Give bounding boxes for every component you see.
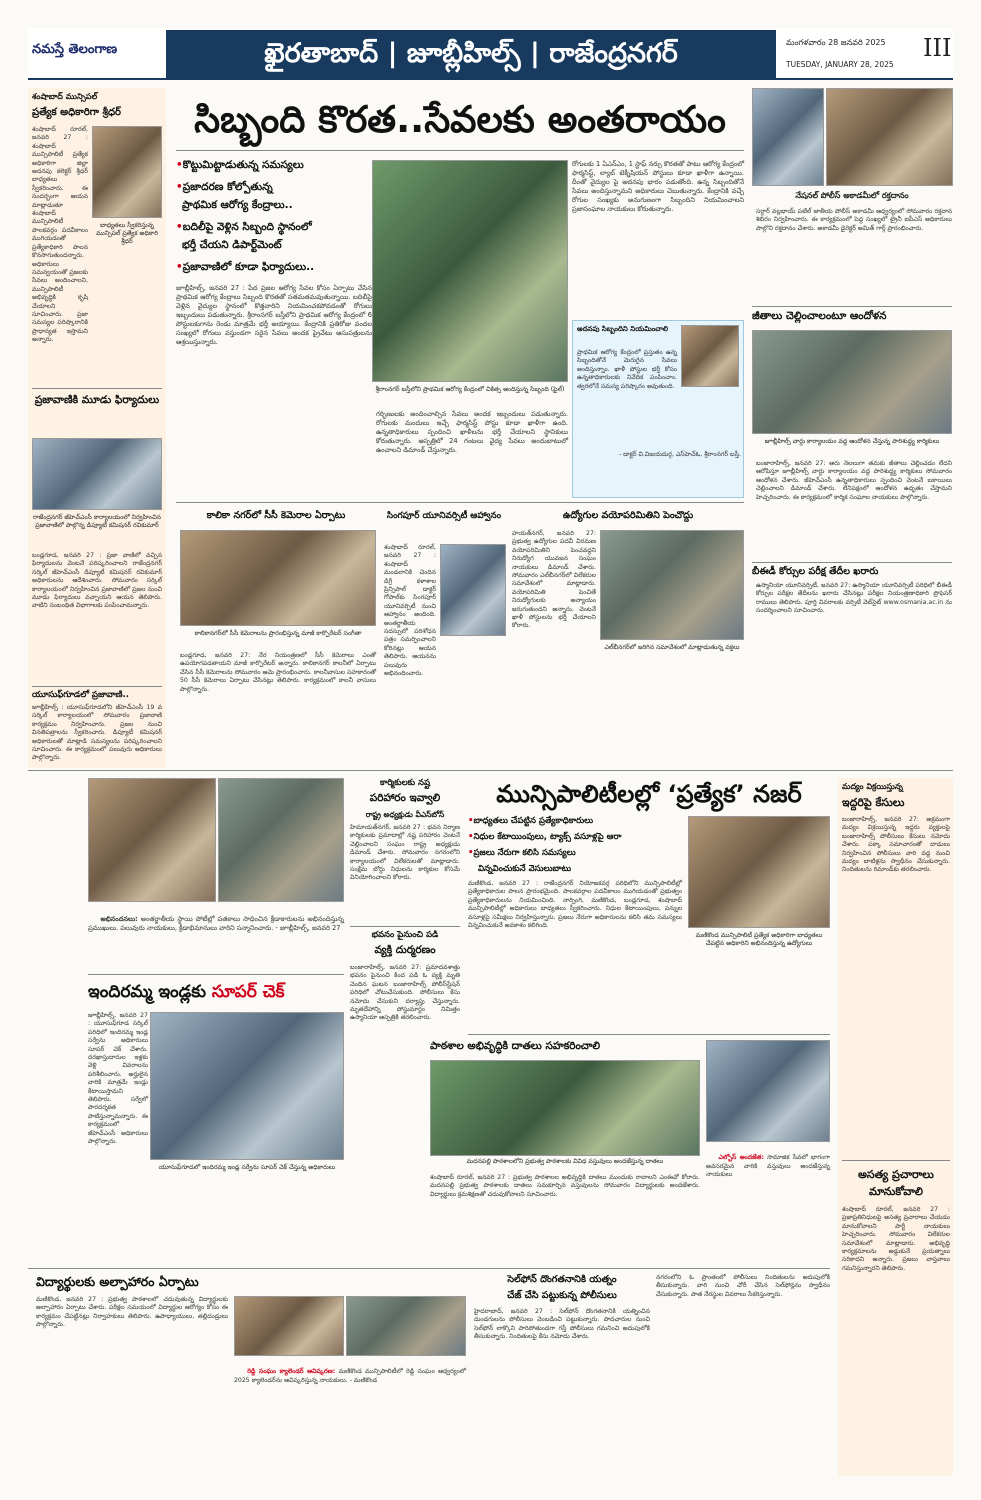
- lower-story9-headline: సెల్‌ఫోన్ దొంగతనానికి యత్నం: [507, 1274, 617, 1285]
- lower-story8-photo-b: [346, 1296, 466, 1356]
- lower-story2-photo-caption: యూసుఫ్‌గూడలో ఇందిరమ్మ ఇండ్ల సర్వేను సూపర్ చెక్ చేస్తున్న అధికారులు: [158, 1164, 336, 1171]
- lower-story1-caption: [88, 906, 347, 970]
- lead-body-3: రోగులకు 1 ఏఎన్ఎం, 1 స్టాఫ్ నర్సు కొరతతో పాటు ఆరోగ్య కేంద్రంలో ఫార్మసిస్ట్, ల్యాబ్ టెక్నీషియన్ పోస్టులు కూడా ఖాళీగా ఉన్నాయి. దీంతో వైద్యుల పై అదనపు భారం పడుతోంది. ఉన్న సిబ్బందితోనే సేవలు అందిస్తున్నామని అధికారులు చెబుతున్నారు. కేంద్రానికి వచ్చే రోగుల సంఖ్యకు అనుగుణంగా సిబ్బందిని నియమించాలని ప్రజాసంఘాల నాయకులు కోరుతున్నారు.: [572, 160, 747, 213]
- lower-story6-body: శంషాబాద్ రూరల్, జనవరి 27 : ప్రభుత్వ పాఠశాలల అభివృద్ధికి దాతలు ముందుకు రావాలని ఎంఈవో కోరారు. మదనపల్లి ప్రభుత్వ పాఠశాలకు దాతలు సమకూర్చిన వస్తువులను సోమవారం విద్యార్థులకు అందజేశారు. విద్యార్థులు క్రమశిక్షణతో చదువుకోవాలని సూచించారు.: [430, 1174, 702, 1198]
- lower-story5-body: మణికొండ, జనవరి 27 : రాజేంద్రనగర్ నియోజకవర్గ పరిధిలోని మున్సిపాలిటీల్లో ప్రత్యేకాధికారుల పాలన ప్రారంభమైంది. పాలకవర్గాల పదవీకాలం ముగియడంతో ప్రభుత్వం ప్రత్యేకాధికారులను నియమించింది. నార్సింగి, మణికొండ, బండ్లగూడ, శంషాబాద్ మున్సిపాలిటీల్లో అధికారులు బాధ్యతలు స్వీకరించారు. నిధుల కేటాయింపులు, పన్నుల వసూళ్లపై సమీక్షలు నిర్వహిస్తున్నారు. ప్రజలు నేరుగా అధికారులను కలిసి తమ సమస్యలు విన్నవించుకునే అవకాశం కలిగింది.: [468, 880, 684, 930]
- quote-portrait: [681, 325, 739, 387]
- sidebar-story2-caption: రాజేంద్రనగర్ జీహెచ్ఎంసీ కార్యాలయంలో నిర్వహించిన ప్రజావాణిలో పాల్గొన్న డిప్యూటీ కమిషనర్ రవికుమార్: [32, 514, 162, 529]
- headline-accent: సూపర్ చెక్: [211, 982, 285, 1002]
- lower-story1-photo-b: [218, 778, 344, 902]
- divider: [842, 1160, 950, 1161]
- sidebar-story1-photo: [92, 126, 162, 218]
- lower-story9-side: నగరంలోని ఓ ప్రాంతంలో పోలీసులు నిందితులను అదుపులోకి తీసుకున్నారు. వారి నుంచి చోరీ చేసిన సెల్‌ఫోన్లను స్వాధీనం చేసుకున్నారు. పాత నేరస్థుల వివరాలు సేకరిస్తున్నారు.: [656, 1274, 832, 1298]
- lower-story6-right-photo: [706, 1040, 830, 1142]
- sidebar-story3-headline: యూసుఫ్‌గూడలో ప్రజావాణి..: [32, 690, 129, 700]
- sidebar-story1-caption: బాధ్యతలు స్వీకరిస్తున్న మున్సిపల్ ప్రత్యేక అధికారి శ్రీధర్: [96, 222, 158, 245]
- lower-story6-caption: మదనపల్లి పాఠశాలలోని ప్రభుత్వ పాఠశాలకు వివిధ వస్తువులు అందజేస్తున్న దాతలు: [466, 1158, 664, 1165]
- lead-headline: సిబ్బంది కొరత..సేవలకు అంతరాయం: [194, 98, 726, 141]
- mid-story3-body: హయత్‌నగర్, జనవరి 27: ప్రభుత్వ ఉద్యోగుల పదవీ విరమణ వయోపరిమితిని పెంచవద్దని నిరుద్యోగ యువజన సంఘం నాయకులు డిమాండ్ చేశారు. సోమవారం ఎల్‌బీనగర్‌లో విలేకరుల సమావేశంలో మాట్లాడారు. వయోపరిమితి పెంచితే నిరుద్యోగులకు అన్యాయం జరుగుతుందని అన్నారు. వెంటనే ఖాళీ పోస్టులను భర్తీ చేయాలని కోరారు.: [512, 530, 598, 630]
- lower-story8-photo: [234, 1296, 344, 1356]
- lower-story9-body: హైదరాబాద్, జనవరి 27 : సెల్‌ఫోన్ దొంగతనానికి యత్నించిన దుండగులను పోలీసులు వెంబడించి పట్టుకున్నారు. పాదచారుల నుంచి సెల్‌ఫోన్ లాక్కొని పారిపోతుండగా గస్తీ పోలీసులు గమనించి అదుపులోకి తీసుకున్నారు. నిందితులపై కేసు నమోదు చేశారు.: [474, 1308, 652, 1341]
- lower-story1-photo-a: [88, 778, 216, 902]
- divider: [752, 306, 952, 307]
- mid-story3-headline: ఉద్యోగుల వయోపరిమితిని పెంచొద్దు: [562, 510, 694, 521]
- lead-body-2: గర్భిణులకు అందించాల్సిన సేవలు అందక ఇబ్బందులు పడుతున్నారు. రోగులకు మందులు ఇచ్చే ఫార్మసిస్ట్ పోస్టు కూడా ఖాళీగా ఉంది. ఉన్నతాధికారులు స్పందించి ఖాళీలను భర్తీ చేయాలని స్థానికులు కోరుతున్నారు. ఆస్పత్రిలో 24 గంటలు వైద్య సేవలు అందుబాటులో ఉంచాలని డిమాండ్ చేస్తున్నారు.: [376, 410, 571, 454]
- lead-bullet-3: ప్రాథమిక ఆరోగ్య కేంద్రాలు..: [182, 199, 293, 211]
- mid-story1-caption: కాలికానగర్‌లో సీసీ కెమెరాలను ప్రారంభిస్తున్న మాజీ కార్పొరేటర్ సంగీతా: [194, 630, 362, 637]
- lower-story2-photo: [150, 1012, 344, 1160]
- mid-story2-headline: సింగపూర్ యూనివర్సిటీ ఆహ్వానం: [386, 511, 502, 521]
- sidebar-story2-headline: ప్రజావాణికి మూడు ఫిర్యాదులు: [34, 394, 160, 406]
- lower-story5-headline: మున్సిపాలిటీలల్లో ‘ప్రత్యేక’ నజర్: [496, 780, 802, 808]
- caption-text: అంతర్జాతీయ స్థాయి పోటీల్లో పతకాలు సాధించిన క్రీడాకారులను అభినందిస్తున్న ప్రముఖులు. పలువురు నాయకులు, క్రీడాభిమానులు వారిని సన్మానించారు. - జూబ్లీహిల్స్, జనవరి 27: [88, 915, 347, 932]
- far-right-story1-headline: ఇద్దరిపై కేసులు: [842, 796, 905, 809]
- sidebar-story2-body: బండ్లగూడ, జనవరి 27 : ప్రజా వాణిలో వచ్చిన ఫిర్యాదులను వెంటనే పరిష్కరించాలని రాజేంద్రనగర్ సర్కిల్ జీహెచ్ఎంసీ డిప్యూటీ కమిషనర్ రవికుమార్ అధికారులను ఆదేశించారు. సోమవారం సర్కిల్ కార్యాలయంలో నిర్వహించిన ప్రజావాణిలో ప్రజల నుంచి మూడు ఫిర్యాదులు వచ్చాయని ఆయన తెలిపారు. వాటిని సంబంధిత విభాగాలకు పంపించామన్నారు.: [32, 552, 164, 610]
- sidebar-story3-body: జూబ్లీహిల్స్ : యూసుఫ్‌గూడలోని జీహెచ్ఎంసీ 19 వ సర్కిల్ కార్యాలయంలో సోమవారం ప్రజావాణి కార్యక్రమం నిర్వహించారు. ప్రజల నుంచి వినతిపత్రాలను స్వీకరించారు. డిప్యూటీ కమిషనర్ అధికారులతో మాట్లాడి సమస్యలను పరిష్కరించాలని సూచించారు. ఈ కార్యక్రమంలో పలువురు అధికారులు పాల్గొన్నారు.: [32, 704, 164, 762]
- page-number: III: [923, 34, 952, 62]
- right-story1-photo-b: [826, 88, 953, 186]
- divider: [176, 150, 744, 151]
- far-right-story1-kicker: మద్యం విక్రయిస్తున్న: [842, 782, 903, 791]
- sidebar-story1-body: శంషాబాద్ రూరల్, జనవరి 27 : శంషాబాద్ మున్సిపాలిటీ ప్రత్యేక అధికారిగా జిల్లా అదనపు కలెక్టర్ శ్రీధర్ బాధ్యతలు స్వీకరించారు. ఈ సందర్భంగా ఆయన మాట్లాడుతూ శంషాబాద్ మున్సిపాలిటీ పాలకవర్గం పదవీకాలం ముగియడంతో ప్రత్యేకాధికారి పాలన కొనసాగుతుందన్నారు. అధికారులు సమన్వయంతో ప్రజలకు సేవలు అందించాలని, మున్సిపాలిటీ అభివృద్ధికి కృషి చేయాలని సూచించారు. ప్రజా సమస్యల పరిష్కారానికి ప్రాధాన్యత ఇస్తామని అన్నారు.: [32, 126, 90, 344]
- section-title-banner: [166, 30, 776, 78]
- section-title: ఖైరతాబాద్ | జూబ్లీహిల్స్ | రాజేంద్రనగర్: [264, 38, 678, 69]
- quote-body: ప్రాథమిక ఆరోగ్య కేంద్రంలో ప్రస్తుతం ఉన్న సిబ్బందితోనే మెరుగైన సేవలు అందిస్తున్నాం. ఖాళీ పోస్టుల భర్తీ కోసం ఉన్నతాధికారులకు నివేదిక పంపించాం. త్వరలోనే సమస్య పరిష్కారం అవుతుంది.: [577, 349, 679, 390]
- right-story3-body: ఉస్మానియా యూనివర్సిటీ, జనవరి 27: ఉస్మానియా యూనివర్సిటీ పరిధిలో బీఈడీ కోర్సుల పరీక్షల తేదీలను ఖరారు చేసినట్లు పరీక్షల నియంత్రణాధికారి ప్రొఫెసర్ రాములు తెలిపారు. పూర్తి వివరాలకు వర్సిటీ వెబ్‌సైట్ www.osmania.ac.in ను సందర్శించాలని సూచించారు.: [756, 582, 954, 615]
- lower-story5-bullet-1: •బాధ్యతలు చేపట్టిన ప్రత్యేకాధికారులు: [468, 816, 594, 826]
- lead-photo-caption: శ్రీరాంనగర్ బస్తీలోని ప్రాథమిక ఆరోగ్య కేంద్రంలో చికిత్స అందిస్తున్న సిబ్బంది (ఫైల్): [375, 386, 565, 393]
- right-story2-caption: జూబ్లీహిల్స్ వార్డు కార్యాలయం వద్ద ఆందోళన చేస్తున్న పారిశుద్ధ్య కార్మికులు: [764, 438, 940, 445]
- lower-story3-sub: రాష్ట్ర అధ్యక్షుడు వీఎస్‌బోస్: [365, 810, 445, 819]
- right-story1-body: సర్దార్ వల్లభాయ్ పటేల్ జాతీయ పోలీస్ అకాడమీ ఆధ్వర్యంలో సోమవారం రక్తదాన శిబిరం నిర్వహించారు. ఈ కార్యక్రమంలో పెద్ద సంఖ్యలో ట్రైనీ ఐపీఎస్ అధికారులు పాల్గొని రక్తదానం చేశారు. అకాడమీ డైరెక్టర్ అమిత్ గార్గ్ ప్రారంభించారు.: [756, 208, 954, 232]
- right-story3-headline: బీఈడీ కోర్సుల పరీక్ష తేదీల ఖరారు: [752, 566, 879, 577]
- lower-story7-body: మణికొండ, జనవరి 27 : ప్రభుత్వ పాఠశాలలో చదువుతున్న విద్యార్థులకు అల్పాహారం ఏర్పాటు చేశారు. పరీక్షల సమయంలో విద్యార్థుల ఆరోగ్యం కోసం ఈ కార్యక్రమం చేపట్టినట్లు నిర్వాహకులు తెలిపారు. ఉపాధ్యాయులు, తల్లిదండ్రులు పాల్గొన్నారు.: [36, 1296, 230, 1329]
- caption-text: మణికొండ మున్సిపాలిటీలో రెడ్డి సంఘం ఆధ్వర్యంలో 2025 క్యాలెండర్‌ను ఆవిష్కరిస్తున్న నాయకులు. - మణికొండ: [234, 1368, 468, 1384]
- date-telugu: మంగళవారం 28 జనవరి 2025: [786, 38, 886, 47]
- divider: [28, 770, 953, 771]
- lower-story4-body-b: [350, 1108, 424, 1218]
- divider: [32, 388, 162, 389]
- sidebar-story1-kicker: శంషాబాద్ మున్సిపల్: [32, 92, 98, 101]
- lead-quote-box: [572, 320, 744, 498]
- caption-lead: అభినందనలు:: [100, 915, 138, 923]
- right-story2-body: బంజారాహిల్స్, జనవరి 27: ఆరు నెలలుగా తమకు జీతాలు చెల్లించడం లేదని ఆరోపిస్తూ జూబ్లీహిల్స్ వార్డు కార్యాలయం వద్ద పారిశుద్ధ్య కార్మికులు సోమవారం ఆందోళన చేశారు. జీహెచ్ఎంసీ ఉన్నతాధికారులు స్పందించి వెంటనే బకాయిలు చెల్లించాలని డిమాండ్ చేశారు. లేనిపక్షంలో ఆందోళన ఉధృతం చేస్తామని హెచ్చరించారు. ఈ కార్యక్రమంలో కార్మిక సంఘాల నాయకులు పాల్గొన్నారు.: [756, 460, 954, 501]
- divider: [88, 974, 344, 975]
- sidebar-story2-photo: [32, 438, 162, 510]
- caption-lead: రెడ్డి సంఘం క్యాలెండర్ ఆవిష్కరణ:: [247, 1368, 336, 1376]
- divider: [176, 502, 744, 503]
- lower-story5-sub: విన్నవించుకునే వెసులుబాటు: [478, 864, 572, 874]
- left-sidebar: [28, 88, 166, 768]
- lower-story7-headline: విద్యార్థులకు అల్పాహారం ఏర్పాటు: [36, 1274, 199, 1289]
- lower-story5-bullet-3: •ప్రజలు నేరుగా కలిసి సమస్యలు: [468, 848, 576, 858]
- lead-bullet-5: భర్తీ చేయని డిపార్ట్‌మెంట్: [182, 239, 282, 251]
- mid-story1-headline: కాలికా నగర్‌లో సీసీ కెమెరాల ఏర్పాటు: [206, 510, 346, 521]
- divider: [350, 926, 460, 927]
- lower-story2-body-a: జూబ్లీహిల్స్, జనవరి 27 : యూసుఫ్‌గూడ సర్కిల్ పరిధిలో ఇందిరమ్మ ఇండ్ల సర్వేను అధికారులు సూపర్ చెక్ చేశారు. దరఖాస్తుదారుల ఇళ్లకు వెళ్లి వివరాలను పరిశీలించారు. అర్హులైన వారికి మాత్రమే ఇండ్లు కేటాయిస్తామని తెలిపారు. సర్వేలో పారదర్శకత పాటిస్తున్నామన్నారు. ఈ కార్యక్రమంలో జీహెచ్ఎంసీ అధికారులు పాల్గొన్నారు.: [88, 1012, 150, 1146]
- lower-story6-headline: పాఠశాల అభివృద్ధికి దాతలు సహకరించాలి: [430, 1040, 601, 1052]
- lead-bullet-1: •కొట్టుమిట్టాడుతున్న సమస్యలు: [176, 159, 304, 171]
- lower-story5-bullet-2: •నిధుల కేటాయింపులు, ట్యాక్స్ వసూళ్లపై ఆరా: [468, 832, 622, 842]
- lower-story4-kicker: భవనం పైనుంచి పడి: [371, 930, 439, 940]
- lead-photo: [372, 160, 568, 382]
- mid-story1-body: బండ్లగూడ, జనవరి 27: నేర నియంత్రణలో సీసీ కెమెరాలు ఎంతో ఉపయోగపడతాయని మాజీ కార్పొరేటర్ అన్నారు. కాలికానగర్ కాలనీలో ఏర్పాటు చేసిన సీసీ కెమెరాలను సోమవారం ఆమె ప్రారంభించారు. కాలనీవాసుల సహకారంతో 50 సీసీ కెమెరాలు ఏర్పాటు చేసినట్లు తెలిపారు. కార్యక్రమంలో కాలనీ వాసులు పాల్గొన్నారు.: [180, 652, 378, 693]
- lead-body-1: జూబ్లీహిల్స్, జనవరి 27 : పేద ప్రజల ఆరోగ్య సేవల కోసం ఏర్పాటు చేసిన ప్రాథమిక ఆరోగ్య కేంద్రాలు సిబ్బంది కొరతతో సతమతమవుతున్నాయి. బదిలీపై వెళ్లిన వైద్యుల స్థానంలో కొత్తవారిని నియమించకపోవడంతో రోగులు ఇబ్బందులు పడుతున్నారు. శ్రీరాంనగర్ బస్తీలోని ప్రాథమిక ఆరోగ్య కేంద్రంలో 6 పోస్టులకుగాను రెండు మాత్రమే భర్తీ అయ్యాయి. కేంద్రానికి ప్రతిరోజు వందల సంఖ్యలో రోగులు వస్తుండగా సరైన సేవలు అందక ప్రైవేటు ఆసుపత్రులను ఆశ్రయిస్తున్నారు.: [176, 284, 372, 346]
- lower-story5-photo: [688, 816, 830, 928]
- mid-story2-body: శంషాబాద్ రూరల్, జనవరి 27 : శంషాబాద్ మండలానికి చెందిన డిగ్రీ కళాశాల ప్రిన్సిపాల్ డాక్టర్ గోపాల్‌కు సింగపూర్ యూనివర్సిటీ నుంచి ఆహ్వానం అందింది. అంతర్జాతీయ సదస్సులో పరిశోధన పత్రం సమర్పించాలని కోరినట్లు ఆయన తెలిపారు. ఆయనను పలువురు అభినందించారు.: [384, 544, 438, 678]
- brand-logo: నమస్తే తెలంగాణ: [32, 42, 118, 57]
- mid-story2-photo: [440, 544, 506, 636]
- right-story1-photo-a: [752, 88, 824, 186]
- mid-story1-photo: [180, 530, 376, 626]
- far-right-story2-headline: అసత్య ప్రచారాలు మానుకోవాలి: [858, 1168, 934, 1198]
- lower-story3-body: హిమాయత్‌నగర్, జనవరి 27 : భవన నిర్మాణ కార్మికులకు ప్రమాదాల్లో నష్ట పరిహారం వెంటనే చెల్లించాలని సంఘం రాష్ట్ర అధ్యక్షుడు డిమాండ్ చేశారు. సోమవారం నగరంలోని కార్యాలయంలో విలేకరులతో మాట్లాడారు. సంక్షేమ బోర్డు నిధులను కార్మికుల కోసమే వినియోగించాలని కోరారు.: [350, 824, 462, 882]
- far-right-sidebar: [838, 778, 953, 1476]
- caption-text: సామాజిక సేవలో భాగంగా అవసరమైన వారికి వస్తువులు అందజేస్తున్న నాయకులు: [706, 1154, 832, 1179]
- lower-story5-photo-caption: మణికొండ మున్సిపాలిటీ ప్రత్యేక అధికారిగా బాధ్యతలు చేపట్టిన అధికారిని అభినందిస్తున్న ఉద్యోగులు: [695, 932, 823, 947]
- sidebar-story1-headline: ప్రత్యేక అధికారిగా శ్రీధర్: [32, 107, 121, 118]
- masthead: [28, 28, 953, 80]
- divider: [468, 1034, 830, 1035]
- lower-story8-caption: [234, 1360, 466, 1460]
- lower-story3-kicker: కార్మికులకు నష్ట: [379, 778, 431, 788]
- lower-story6-right-caption: [706, 1146, 830, 1262]
- quote-sign: - డాక్టర్ వి.విజయదుర్గ, ఎస్‌హెచ్ఓ, శ్రీరాంనగర్ బస్తీ.: [619, 451, 741, 458]
- mid-story3-photo: [600, 530, 744, 640]
- right-story2-headline: జీతాలు చెల్లించాలంటూ ఆందోళన: [752, 310, 887, 322]
- lower-story6-photo: [430, 1060, 700, 1156]
- lead-bullet-6: •ప్రజావాణిలో కూడా ఫిర్యాదులు..: [176, 261, 315, 273]
- lower-story4-body: బంజారాహిల్స్, జనవరి 27: ప్రమాదవశాత్తు భవనం పైనుంచి కింద పడి ఓ వ్యక్తి మృతి చెందిన ఘటన బంజారాహిల్స్ పోలీస్‌స్టేషన్ పరిధిలో చోటుచేసుకుంది. పోలీసులు కేసు నమోదు చేసుకుని దర్యాప్తు చేస్తున్నారు. మృతదేహాన్ని పోస్టుమార్టం నిమిత్తం ఉస్మానియా ఆస్పత్రికి తరలించారు.: [350, 964, 462, 1022]
- lower-story9-headline2: చేజ్ చేసి పట్టుకున్న పోలీసులు: [507, 1290, 617, 1301]
- lower-story4-headline: వ్యక్తి దుర్మరణం: [374, 944, 436, 956]
- caption-lead: ఎల్బోస్ అందజేత:: [718, 1154, 764, 1162]
- lower-story3-headline: పరిహారం ఇవ్వాలి: [369, 792, 441, 804]
- divider: [752, 562, 952, 563]
- right-story1-caption: నేషనల్ పోలీస్ అకాడమీలో రక్తదానం: [795, 191, 909, 200]
- far-right-story1-body: బంజారాహిల్స్, జనవరి 27: అక్రమంగా మద్యం విక్రయిస్తున్న ఇద్దరు వ్యక్తులపై బంజారాహిల్స్ పోలీసులు కేసులు నమోదు చేశారు. పక్కా సమాచారంతో దాడులు నిర్వహించిన పోలీసులు వారి వద్ద నుంచి మద్యం బాటిళ్లను స్వాధీనం చేసుకున్నారు. నిందితులను రిమాండ్‌కు తరలించారు.: [842, 816, 952, 874]
- far-right-story2-body: శంషాబాద్ రూరల్, జనవరి 27 : ప్రజాప్రతినిధులపై అసత్య ప్రచారాలు చేయడం మానుకోవాలని పార్టీ నాయకులు హెచ్చరించారు. సోమవారం విలేకరుల సమావేశంలో మాట్లాడారు. అభివృద్ధి కార్యక్రమాలను అడ్డుకునే ప్రయత్నాలు సరికాదని అన్నారు. ప్రజలు వాస్తవాలు గమనిస్తున్నారని తెలిపారు.: [842, 1206, 952, 1272]
- lower-story2-headline: ఇందిరమ్మ ఇండ్లకు సూపర్ చెక్: [88, 982, 285, 1002]
- quote-title: అదనపు సిబ్బందిని నియమించాలి: [577, 325, 669, 333]
- mid-story3-caption: ఎల్‌బీనగర్‌లో జరిగిన సమావేశంలో మాట్లాడుతున్న వక్తలు: [604, 644, 740, 651]
- date-english: TUESDAY, JANUARY 28, 2025: [786, 60, 894, 69]
- right-story2-photo: [752, 330, 952, 434]
- lead-bullet-2: •ప్రజాదరణ కోల్పోతున్న: [176, 181, 273, 193]
- divider: [32, 686, 162, 687]
- divider: [28, 1268, 830, 1269]
- lead-bullet-4: •బదిలీపై వెళ్లిన సిబ్బంది స్థానంలో: [176, 221, 312, 233]
